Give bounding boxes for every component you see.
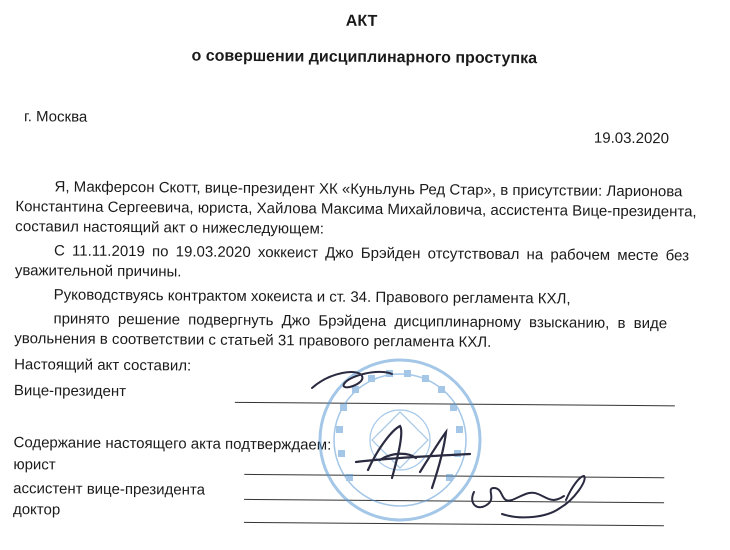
paragraph-1-line-3: составил настоящий акт о нижеследующем: [15, 218, 325, 238]
compiled-by-label: Настоящий акт составил: [14, 356, 192, 375]
paragraph-1-line-2: Константина Сергеевича, юриста, Хайлова Максима Михайловича, ассистента Вице-президента, [15, 198, 697, 221]
paragraph-3: Руководствуясь контрактом хокеиста и ст. 34. Правового регламента КХЛ, [53, 286, 571, 308]
paragraph-2-line-1: С 11.11.2019 по 19.03.2020 хоккеист Джо Брэйден отсутствовал на рабочем месте без [53, 242, 690, 265]
paragraph-4-line-1: принято решение подвергнуть Джо Брэйдена дисциплинарному взысканию, в виде [53, 310, 668, 333]
paragraph-4-line-2: увольнения в соответствии с статьей 31 правового регламента КХЛ. [14, 330, 492, 351]
doctor-label: доктор [12, 501, 61, 519]
paragraph-1-line-1-text: Я, Макферсон Скотт, вице-президент ХК «Куньлунь Ред Стар», в присутствии: Ларионова [54, 178, 683, 201]
vice-president-label: Вице-президент [13, 382, 127, 401]
assistant-signature [472, 476, 585, 517]
document-date: 19.03.2020 [593, 129, 670, 148]
confirmation-label: Содержание настоящего акта подтверждаем: [13, 434, 332, 454]
paragraph-2-line-2: уважительной причины. [14, 262, 182, 281]
document-subtitle: о совершении дисциплинарного проступка [191, 47, 538, 68]
lawyer-label: юрист [13, 456, 56, 474]
assistant-label: ассистент вице-президента [13, 480, 206, 499]
document-title: АКТ [345, 12, 378, 30]
city: г. Москва [24, 108, 88, 126]
